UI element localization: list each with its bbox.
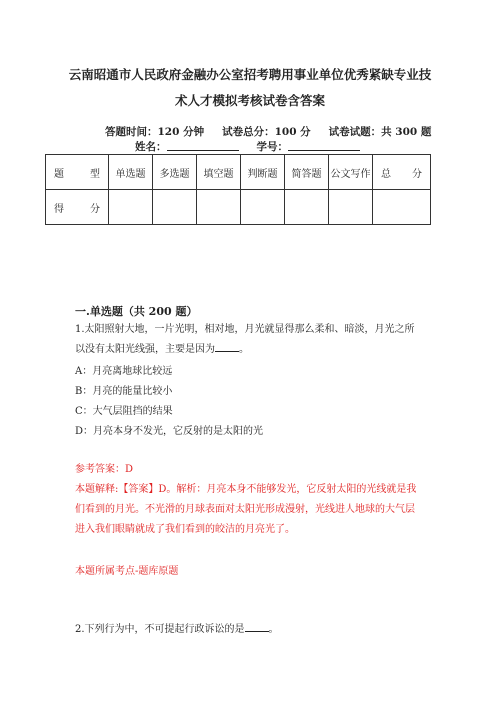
score-cell[interactable] bbox=[241, 190, 285, 225]
question-2-stem: 2.下列行为中，不可提起行政诉讼的是 。 bbox=[75, 624, 279, 635]
name-blank[interactable] bbox=[167, 140, 239, 151]
question-source: 本题所属考点-题库原题 bbox=[75, 566, 179, 577]
row-label-score: 得 分 bbox=[46, 190, 109, 225]
explanation-line2: 们看到的月光。不光滑的月球表面对太阳光形成漫射，光线进人地球的大气层 bbox=[75, 504, 415, 515]
question-1-stem bbox=[75, 320, 435, 360]
score-cell[interactable] bbox=[109, 190, 153, 225]
exam-title-line1: 云南昭通市人民政府金融办公室招考聘用事业单位优秀紧缺专业技 bbox=[68, 67, 432, 82]
header-cell: 单选题 bbox=[109, 155, 153, 190]
header-cell-type: 题 型 bbox=[46, 155, 109, 190]
answer-key: 参考答案：D bbox=[75, 464, 134, 475]
score-cell[interactable] bbox=[329, 190, 373, 225]
score-cell[interactable] bbox=[197, 190, 241, 225]
id-label: 学号： bbox=[256, 141, 288, 153]
name-label: 姓名： bbox=[135, 141, 167, 153]
score-table-header-row bbox=[46, 155, 431, 190]
total-score: 试卷总分：100 分 bbox=[222, 126, 311, 138]
total-questions: 试卷试题：共 300 题 bbox=[328, 126, 432, 138]
question-1-stem-line2: 以没有太阳光线强，主要是因为 。 bbox=[75, 344, 249, 355]
header-cell-total: 总 分 bbox=[373, 155, 431, 190]
explanation bbox=[75, 480, 435, 540]
score-table bbox=[45, 154, 431, 225]
answer-blank[interactable] bbox=[245, 622, 269, 632]
question-1-stem-line1: 1.太阳照射大地，一片光明，相对地，月光就显得那么柔和、暗淡，月光之所 bbox=[75, 324, 415, 335]
section-title: 一.单选题（共 200 题） bbox=[75, 305, 198, 318]
explanation-line3: 进入我们眼睛就成了我们看到的皎洁的月亮光了。 bbox=[75, 524, 295, 535]
score-cell[interactable] bbox=[153, 190, 197, 225]
header-cell: 填空题 bbox=[197, 155, 241, 190]
header-cell: 判断题 bbox=[241, 155, 285, 190]
question-1-options bbox=[75, 362, 435, 442]
exam-meta-row bbox=[105, 126, 431, 139]
header-cell: 简答题 bbox=[285, 155, 329, 190]
option-b[interactable]: B：月亮的能量比较小 bbox=[75, 386, 173, 397]
id-blank[interactable] bbox=[288, 140, 360, 151]
answer-blank[interactable] bbox=[215, 342, 239, 352]
student-info-row bbox=[135, 140, 360, 154]
score-cell[interactable] bbox=[373, 190, 431, 225]
exam-time: 答题时间：120 分钟 bbox=[105, 126, 205, 138]
header-cell: 公文写作 bbox=[329, 155, 373, 190]
header-cell: 多选题 bbox=[153, 155, 197, 190]
explanation-line1: 本题解释:【答案】D。解析：月亮本身不能够发光，它反射太阳的光线就是我 bbox=[75, 484, 417, 495]
exam-title-line2: 术人才模拟考核试卷含答案 bbox=[174, 93, 325, 108]
score-table-score-row bbox=[46, 190, 431, 225]
option-d[interactable]: D：月亮本身不发光，它反射的是太阳的光 bbox=[75, 426, 264, 437]
option-a[interactable]: A：月亮离地球比较远 bbox=[75, 366, 173, 377]
score-cell[interactable] bbox=[285, 190, 329, 225]
option-c[interactable]: C：大气层阻挡的结果 bbox=[75, 406, 173, 417]
